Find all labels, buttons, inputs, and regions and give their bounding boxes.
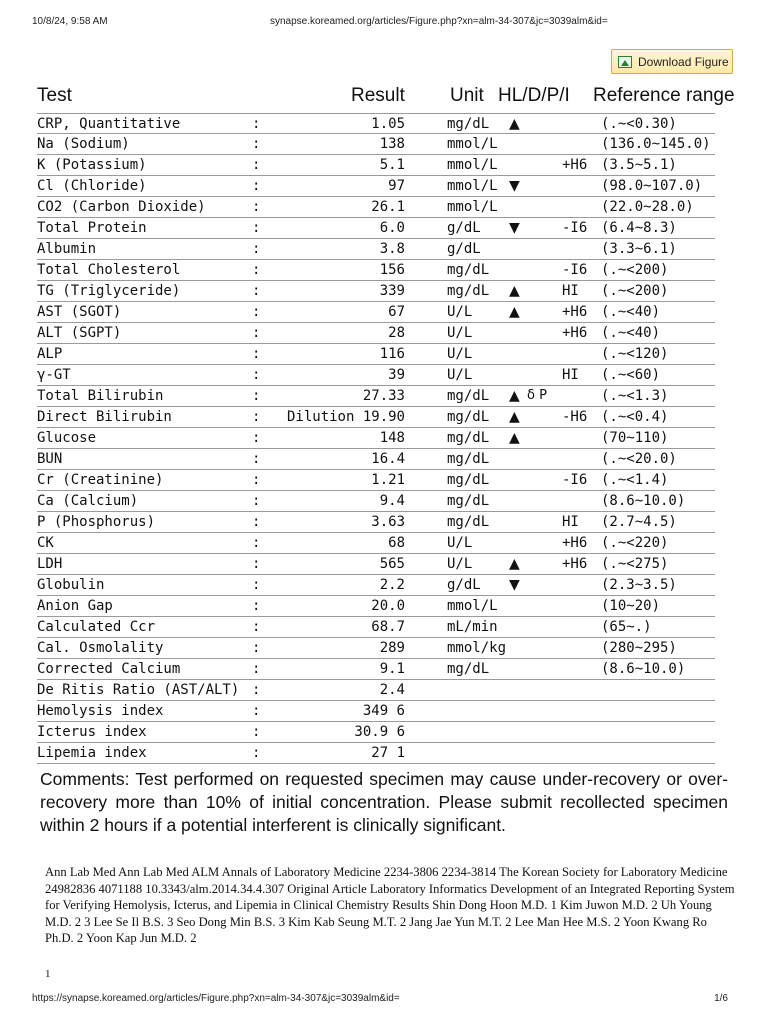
cell-reference: (98.0~107.0)	[601, 178, 703, 194]
cell-test: LDH	[37, 556, 63, 572]
cell-flag: +H6	[562, 157, 588, 173]
cell-unit: mg/dL	[447, 661, 490, 677]
cell-result: 6.0	[379, 220, 405, 236]
cell-colon: :	[252, 577, 261, 593]
cell-flag: HI	[562, 514, 579, 530]
print-datetime: 10/8/24, 9:58 AM	[32, 16, 108, 27]
cell-test: Lipemia index	[37, 745, 147, 761]
cell-test: CO2 (Carbon Dioxide)	[37, 199, 206, 215]
cell-test: TG (Triglyceride)	[37, 283, 181, 299]
cell-result: 26.1	[371, 199, 405, 215]
cell-test: Cl (Chloride)	[37, 178, 147, 194]
footer-url: https://synapse.koreamed.org/articles/Figure.php?xn=alm-34-307&jc=3039alm&id=	[32, 993, 400, 1004]
table-row	[37, 470, 715, 491]
cell-flag: -H6	[562, 409, 588, 425]
cell-colon: :	[252, 199, 261, 215]
cell-test: Ca (Calcium)	[37, 493, 139, 509]
cell-colon: :	[252, 703, 261, 719]
cell-reference: (2.7~4.5)	[601, 514, 677, 530]
cell-test: Total Bilirubin	[37, 388, 164, 404]
cell-unit: mg/dL	[447, 262, 490, 278]
cell-unit: mmol/L	[447, 178, 498, 194]
cell-unit: mg/dL	[447, 472, 490, 488]
cell-reference: (8.6~10.0)	[601, 661, 686, 677]
cell-flag: HI	[562, 283, 579, 299]
cell-unit: U/L	[447, 556, 473, 572]
cell-extra: δ P	[527, 388, 547, 403]
cell-colon: :	[252, 388, 261, 404]
download-figure-button[interactable]	[611, 49, 733, 74]
table-row	[37, 701, 715, 722]
cell-test: Albumin	[37, 241, 97, 257]
cell-flag: +H6	[562, 556, 588, 572]
cell-test: ALT (SGPT)	[37, 325, 122, 341]
cell-test: γ-GT	[37, 367, 71, 383]
cell-colon: :	[252, 514, 261, 530]
cell-test: CRP, Quantitative	[37, 116, 181, 132]
cell-result: 289	[379, 640, 405, 656]
table-row	[37, 113, 715, 134]
table-row	[37, 365, 715, 386]
cell-arrow: ▲	[509, 556, 520, 572]
cell-unit: mmol/L	[447, 199, 498, 215]
cell-unit: mmol/L	[447, 136, 498, 152]
table-row	[37, 575, 715, 596]
table-row	[37, 176, 715, 197]
table-row	[37, 323, 715, 344]
cell-colon: :	[252, 493, 261, 509]
table-row	[37, 302, 715, 323]
table-row	[37, 722, 715, 743]
cell-unit: g/dL	[447, 220, 481, 236]
cell-flag: +H6	[562, 325, 588, 341]
cell-result: 349 6	[362, 703, 405, 719]
cell-unit: mmol/L	[447, 598, 498, 614]
cell-result: 339	[379, 283, 405, 299]
table-row	[37, 344, 715, 365]
cell-colon: :	[252, 346, 261, 362]
table-row	[37, 638, 715, 659]
cell-reference: (.~<275)	[601, 556, 669, 572]
cell-result: 5.1	[379, 157, 405, 173]
cell-unit: mg/dL	[447, 493, 490, 509]
cell-reference: (65~.)	[601, 619, 652, 635]
cell-colon: :	[252, 640, 261, 656]
cell-unit: mmol/kg	[447, 640, 507, 656]
cell-arrow: ▼	[509, 577, 520, 593]
cell-reference: (.~<20.0)	[601, 451, 677, 467]
cell-result: 39	[388, 367, 405, 383]
cell-result: 67	[388, 304, 405, 320]
cell-unit: mg/dL	[447, 514, 490, 530]
table-row	[37, 218, 715, 239]
cell-colon: :	[252, 472, 261, 488]
cell-colon: :	[252, 682, 261, 698]
cell-result: 138	[379, 136, 405, 152]
cell-result: 16.4	[371, 451, 405, 467]
cell-result: 20.0	[371, 598, 405, 614]
table-row	[37, 386, 715, 407]
cell-colon: :	[252, 157, 261, 173]
cell-flag: -I6	[562, 220, 588, 236]
cell-result: 2.4	[379, 682, 405, 698]
cell-reference: (8.6~10.0)	[601, 493, 686, 509]
cell-test: Calculated Ccr	[37, 619, 156, 635]
cell-colon: :	[252, 661, 261, 677]
cell-flag: -I6	[562, 472, 588, 488]
cell-colon: :	[252, 598, 261, 614]
cell-result: 97	[388, 178, 405, 194]
cell-unit: mL/min	[447, 619, 498, 635]
cell-colon: :	[252, 619, 261, 635]
cell-unit: U/L	[447, 367, 473, 383]
cell-unit: U/L	[447, 346, 473, 362]
cell-reference: (.~<40)	[601, 304, 661, 320]
cell-result: 3.63	[371, 514, 405, 530]
table-row	[37, 659, 715, 680]
cell-colon: :	[252, 724, 261, 740]
cell-result: 27.33	[362, 388, 405, 404]
download-figure-label: Download Figure	[638, 54, 729, 69]
cell-reference: (22.0~28.0)	[601, 199, 694, 215]
cell-unit: mg/dL	[447, 116, 490, 132]
cell-reference: (6.4~8.3)	[601, 220, 677, 236]
cell-test: Hemolysis index	[37, 703, 164, 719]
cell-arrow: ▲	[509, 388, 520, 404]
cell-test: Glucose	[37, 430, 97, 446]
cell-test: Total Protein	[37, 220, 147, 236]
cell-unit: mg/dL	[447, 409, 490, 425]
cell-colon: :	[252, 304, 261, 320]
cell-colon: :	[252, 136, 261, 152]
cell-arrow: ▲	[509, 409, 520, 425]
cell-reference: (2.3~3.5)	[601, 577, 677, 593]
cell-result: 27 1	[371, 745, 405, 761]
table-row	[37, 617, 715, 638]
cell-flag: +H6	[562, 535, 588, 551]
cell-reference: (.~<0.4)	[601, 409, 669, 425]
cell-reference: (.~<120)	[601, 346, 669, 362]
cell-colon: :	[252, 116, 261, 132]
cell-test: Icterus index	[37, 724, 147, 740]
cell-reference: (.~<200)	[601, 262, 669, 278]
cell-flag: HI	[562, 367, 579, 383]
cell-colon: :	[252, 535, 261, 551]
cell-result: 68.7	[371, 619, 405, 635]
cell-result: 28	[388, 325, 405, 341]
cell-unit: mmol/L	[447, 157, 498, 173]
cell-result: 1.21	[371, 472, 405, 488]
cell-test: K (Potassium)	[37, 157, 147, 173]
cell-unit: g/dL	[447, 241, 481, 257]
cell-test: P (Phosphorus)	[37, 514, 156, 530]
table-row	[37, 533, 715, 554]
cell-reference: (.~<220)	[601, 535, 669, 551]
cell-unit: U/L	[447, 325, 473, 341]
table-row	[37, 197, 715, 218]
cell-colon: :	[252, 430, 261, 446]
cell-colon: :	[252, 367, 261, 383]
cell-colon: :	[252, 241, 261, 257]
cell-result: 1.05	[371, 116, 405, 132]
cell-result: 30.9 6	[354, 724, 405, 740]
cell-result: 565	[379, 556, 405, 572]
cell-test: Globulin	[37, 577, 105, 593]
table-row	[37, 491, 715, 512]
cell-arrow: ▼	[509, 220, 520, 236]
image-download-icon	[618, 56, 632, 68]
cell-test: De Ritis Ratio (AST/ALT)	[37, 682, 240, 698]
cell-test: Cr (Creatinine)	[37, 472, 164, 488]
header-unit: Unit	[450, 85, 484, 106]
cell-test: Direct Bilirubin	[37, 409, 172, 425]
cell-unit: g/dL	[447, 577, 481, 593]
cell-flag: +H6	[562, 304, 588, 320]
cell-test: CK	[37, 535, 54, 551]
table-row	[37, 743, 715, 764]
cell-test: Na (Sodium)	[37, 136, 130, 152]
comments-text: Comments: Test performed on requested specimen may cause under-recovery or over-recovery more than 10% of initial concentration. Please submit recollected specimen within 2 hours if a potential interferent is clinically significant.	[40, 769, 728, 835]
cell-test: BUN	[37, 451, 63, 467]
cell-reference: (10~20)	[601, 598, 661, 614]
cell-test: Corrected Calcium	[37, 661, 181, 677]
cell-arrow: ▼	[509, 178, 520, 194]
cell-reference: (.~<60)	[601, 367, 661, 383]
cell-result: 9.4	[379, 493, 405, 509]
cell-reference: (3.5~5.1)	[601, 157, 677, 173]
cell-result: Dilution 19.90	[286, 409, 405, 425]
cell-flag: -I6	[562, 262, 588, 278]
page-number: 1	[45, 968, 51, 980]
cell-colon: :	[252, 745, 261, 761]
cell-colon: :	[252, 325, 261, 341]
header-flag: HL/D/P/I	[498, 85, 570, 106]
table-row	[37, 260, 715, 281]
cell-colon: :	[252, 220, 261, 236]
cell-result: 68	[388, 535, 405, 551]
cell-arrow: ▲	[509, 283, 520, 299]
cell-test: Cal. Osmolality	[37, 640, 164, 656]
table-row	[37, 680, 715, 701]
page-indicator: 1/6	[714, 993, 728, 1004]
cell-colon: :	[252, 451, 261, 467]
cell-reference: (.~<200)	[601, 283, 669, 299]
table-row	[37, 239, 715, 260]
cell-result: 3.8	[379, 241, 405, 257]
cell-arrow: ▲	[509, 430, 520, 446]
print-url: synapse.koreamed.org/articles/Figure.php?xn=alm-34-307&jc=3039alm&id=	[270, 16, 608, 27]
table-row	[37, 449, 715, 470]
header-result: Result	[351, 85, 405, 106]
cell-unit: mg/dL	[447, 430, 490, 446]
cell-colon: :	[252, 262, 261, 278]
cell-reference: (280~295)	[601, 640, 677, 656]
cell-unit: mg/dL	[447, 388, 490, 404]
cell-reference: (.~<0.30)	[601, 116, 677, 132]
cell-unit: mg/dL	[447, 451, 490, 467]
cell-reference: (.~<1.3)	[601, 388, 669, 404]
cell-result: 2.2	[379, 577, 405, 593]
cell-result: 9.1	[379, 661, 405, 677]
table-row	[37, 554, 715, 575]
cell-reference: (136.0~145.0)	[601, 136, 711, 152]
header-test: Test	[37, 85, 72, 106]
cell-test: ALP	[37, 346, 63, 362]
table-row	[37, 512, 715, 533]
cell-colon: :	[252, 409, 261, 425]
cell-result: 148	[379, 430, 405, 446]
cell-arrow: ▲	[509, 304, 520, 320]
table-row	[37, 428, 715, 449]
table-row	[37, 134, 715, 155]
lab-results-table	[37, 113, 715, 764]
cell-reference: (3.3~6.1)	[601, 241, 677, 257]
header-reference: Reference range	[593, 85, 735, 106]
cell-unit: mg/dL	[447, 283, 490, 299]
cell-colon: :	[252, 556, 261, 572]
cell-test: Total Cholesterol	[37, 262, 181, 278]
cell-arrow: ▲	[509, 116, 520, 132]
cell-colon: :	[252, 178, 261, 194]
cell-reference: (70~110)	[601, 430, 669, 446]
cell-unit: U/L	[447, 304, 473, 320]
cell-result: 116	[379, 346, 405, 362]
cell-test: Anion Gap	[37, 598, 113, 614]
cell-test: AST (SGOT)	[37, 304, 122, 320]
table-row	[37, 155, 715, 176]
table-row	[37, 596, 715, 617]
table-row	[37, 407, 715, 428]
cell-reference: (.~<1.4)	[601, 472, 669, 488]
cell-unit: U/L	[447, 535, 473, 551]
table-row	[37, 281, 715, 302]
cell-colon: :	[252, 283, 261, 299]
cell-result: 156	[379, 262, 405, 278]
cell-reference: (.~<40)	[601, 325, 661, 341]
article-caption: Ann Lab Med Ann Lab Med ALM Annals of Laboratory Medicine 2234-3806 2234-3814 The Korean Society for Laboratory Medicine 24982836 4071188 10.3343/alm.2014.34.4.307 Original Article Laboratory Informatics Development of an Integrated Reporting System for Verifying Hemolysis, Icterus, and Lipemia in Clinical Chemistry Results Shin Dong Hoon M.D. 1 Kim Juwon M.D. 2 Uh Young M.D. 2 3 Lee Se Il B.S. 3 Seo Dong Min B.S. 3 Kim Kab Seung M.T. 2 Jang Jae Yun M.T. 2 Lee Man Hee M.S. 2 Yoon Kwang Ro Ph.D. 2 Yoon Kap Jun M.D. 2	[45, 865, 735, 945]
